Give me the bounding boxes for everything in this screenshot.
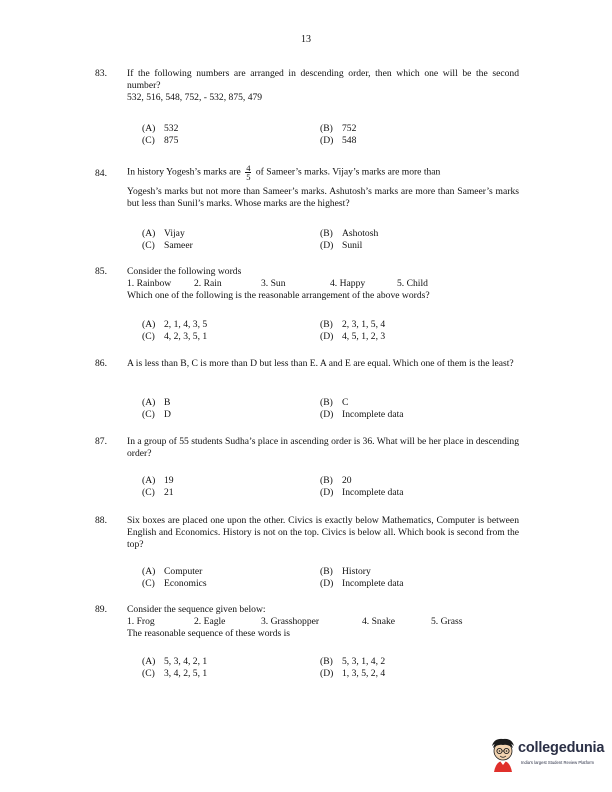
question-number: 83. [95, 68, 107, 79]
option-c[interactable] [142, 331, 207, 343]
question-line: The reasonable sequence of these words is [127, 628, 291, 639]
question-text-pre: In history Yogesh’s marks are [127, 166, 241, 178]
option-d[interactable] [320, 331, 385, 343]
option-b[interactable] [320, 566, 371, 578]
option-label: (D) [320, 668, 334, 679]
option-c[interactable] [142, 487, 174, 499]
option-c[interactable] [142, 135, 178, 147]
option-c[interactable] [142, 409, 171, 421]
question-line: In a group of 55 students Sudha’s place in ascending order is 36. What will be her place in descending order? [127, 436, 519, 459]
option-c[interactable] [142, 240, 193, 252]
word-item: 1. Frog [127, 616, 155, 627]
option-text: Incomplete data [342, 409, 404, 420]
student-mascot-icon [488, 736, 518, 774]
question-text [127, 358, 519, 370]
word-item: 5. Child [397, 278, 428, 289]
option-text: 2, 3, 1, 5, 4 [342, 319, 386, 330]
option-label: (B) [320, 656, 333, 667]
option-text: Computer [164, 566, 203, 577]
option-label: (D) [320, 409, 334, 420]
word-item: 3. Grasshopper [261, 616, 320, 627]
option-text: 875 [164, 135, 179, 146]
option-a[interactable] [142, 566, 202, 578]
option-b[interactable] [320, 228, 378, 240]
option-a[interactable] [142, 397, 170, 409]
option-label: (D) [320, 135, 334, 146]
option-label: (B) [320, 123, 333, 134]
option-text: History [342, 566, 371, 577]
question-text [127, 436, 519, 460]
option-label: (A) [142, 228, 156, 239]
option-text: 4, 2, 3, 5, 1 [164, 331, 208, 342]
option-d[interactable] [320, 487, 404, 499]
option-label: (C) [142, 135, 155, 146]
question-text [127, 266, 519, 302]
option-text: 3, 4, 2, 5, 1 [164, 668, 208, 679]
question-line: Six boxes are placed one upon the other. Civics is exactly below Mathematics, Computer is between English and Economics. History is not on the top. Civics is below all. Which book is second from the top? [127, 515, 519, 550]
fraction-numerator: 4 [246, 163, 251, 173]
word-item: 1. Rainbow [127, 278, 172, 289]
question-number: 85. [95, 266, 107, 277]
option-label: (A) [142, 123, 156, 134]
option-label: (C) [142, 409, 155, 420]
option-text: Incomplete data [342, 578, 404, 589]
option-text: 5, 3, 4, 2, 1 [164, 656, 208, 667]
option-b[interactable] [320, 656, 385, 668]
option-text: D [164, 409, 171, 420]
fraction-denominator: 5 [246, 172, 251, 182]
word-list [127, 278, 519, 290]
option-text: Incomplete data [342, 487, 404, 498]
question-number: 86. [95, 358, 107, 369]
question-text-post: of Sameer’s marks. Vijay’s marks are more than [255, 166, 441, 178]
question-line: Which one of the following is the reasonable arrangement of the above words? [127, 290, 430, 301]
option-b[interactable] [320, 397, 348, 409]
option-d[interactable] [320, 578, 404, 590]
option-text: 19 [164, 475, 174, 486]
question-line: Consider the sequence given below: [127, 604, 266, 615]
option-d[interactable] [320, 668, 385, 680]
question-line: 532, 516, 548, 752, - 532, 875, 479 [127, 92, 263, 103]
option-c[interactable] [142, 578, 207, 590]
option-label: (D) [320, 487, 334, 498]
option-label: (B) [320, 397, 333, 408]
option-text: 532 [164, 123, 179, 134]
option-text: 4, 5, 1, 2, 3 [342, 331, 386, 342]
option-a[interactable] [142, 228, 185, 240]
option-label: (C) [142, 240, 155, 251]
question-line: A is less than B, C is more than D but less than E. A and E are equal. Which one of them is the least? [127, 358, 514, 369]
option-text: Economics [164, 578, 207, 589]
option-label: (D) [320, 578, 334, 589]
option-text: Ashotosh [342, 228, 379, 239]
option-d[interactable] [320, 409, 404, 421]
option-a[interactable] [142, 475, 174, 487]
collegedunia-logo[interactable] [488, 736, 605, 776]
option-label: (B) [320, 319, 333, 330]
question-line: If the following numbers are arranged in descending order, then which one will be the second number? [127, 68, 519, 91]
fraction [245, 164, 251, 181]
logo-tagline: India's largest Student Review Platform [521, 760, 594, 765]
option-label: (A) [142, 397, 156, 408]
option-label: (D) [320, 240, 334, 251]
question-line: Yogesh’s marks but not more than Sameer’s marks. Ashutosh’s marks are more than Sameer’s marks but less than Sunil’s marks. Whose marks are the highest? [127, 186, 519, 209]
word-item: 3. Sun [261, 278, 286, 289]
option-label: (C) [142, 331, 155, 342]
option-text: 1, 3, 5, 2, 4 [342, 668, 386, 679]
option-label: (B) [320, 228, 333, 239]
option-text: 752 [342, 123, 357, 134]
page-number: 13 [301, 34, 311, 45]
question-text [127, 68, 519, 104]
word-item: 2. Eagle [194, 616, 226, 627]
option-label: (D) [320, 331, 334, 342]
option-text: 5, 3, 1, 4, 2 [342, 656, 386, 667]
option-text: Vijay [164, 228, 185, 239]
question-number: 87. [95, 436, 107, 447]
option-label: (A) [142, 566, 156, 577]
option-a[interactable] [142, 123, 178, 135]
option-label: (C) [142, 487, 155, 498]
option-text: 21 [164, 487, 174, 498]
word-item: 5. Grass [431, 616, 463, 627]
option-label: (C) [142, 578, 155, 589]
option-text: 2, 1, 4, 3, 5 [164, 319, 208, 330]
option-b[interactable] [320, 123, 356, 135]
option-a[interactable] [142, 319, 207, 331]
option-b[interactable] [320, 319, 385, 331]
option-text: 548 [342, 135, 357, 146]
option-text: B [164, 397, 171, 408]
word-item: 4. Happy [330, 278, 366, 289]
option-b[interactable] [320, 475, 352, 487]
question-text [127, 164, 519, 210]
word-item: 4. Snake [362, 616, 396, 627]
option-text: Sameer [164, 240, 193, 251]
option-label: (B) [320, 566, 333, 577]
option-label: (C) [142, 668, 155, 679]
word-list [127, 616, 519, 628]
option-d[interactable] [320, 135, 356, 147]
question-number: 88. [95, 515, 107, 526]
option-c[interactable] [142, 668, 207, 680]
option-label: (A) [142, 319, 156, 330]
question-line: Consider the following words [127, 266, 242, 277]
question-text [127, 604, 519, 640]
option-label: (A) [142, 656, 156, 667]
question-line [127, 164, 519, 181]
question-text [127, 515, 519, 551]
logo-wordmark: collegedunia [518, 740, 605, 756]
word-item: 2. Rain [194, 278, 222, 289]
option-d[interactable] [320, 240, 362, 252]
option-label: (A) [142, 475, 156, 486]
option-text: C [342, 397, 349, 408]
option-text: 20 [342, 475, 352, 486]
question-number: 89. [95, 604, 107, 615]
option-text: Sunil [342, 240, 363, 251]
option-a[interactable] [142, 656, 207, 668]
question-number: 84. [95, 168, 107, 179]
option-label: (B) [320, 475, 333, 486]
